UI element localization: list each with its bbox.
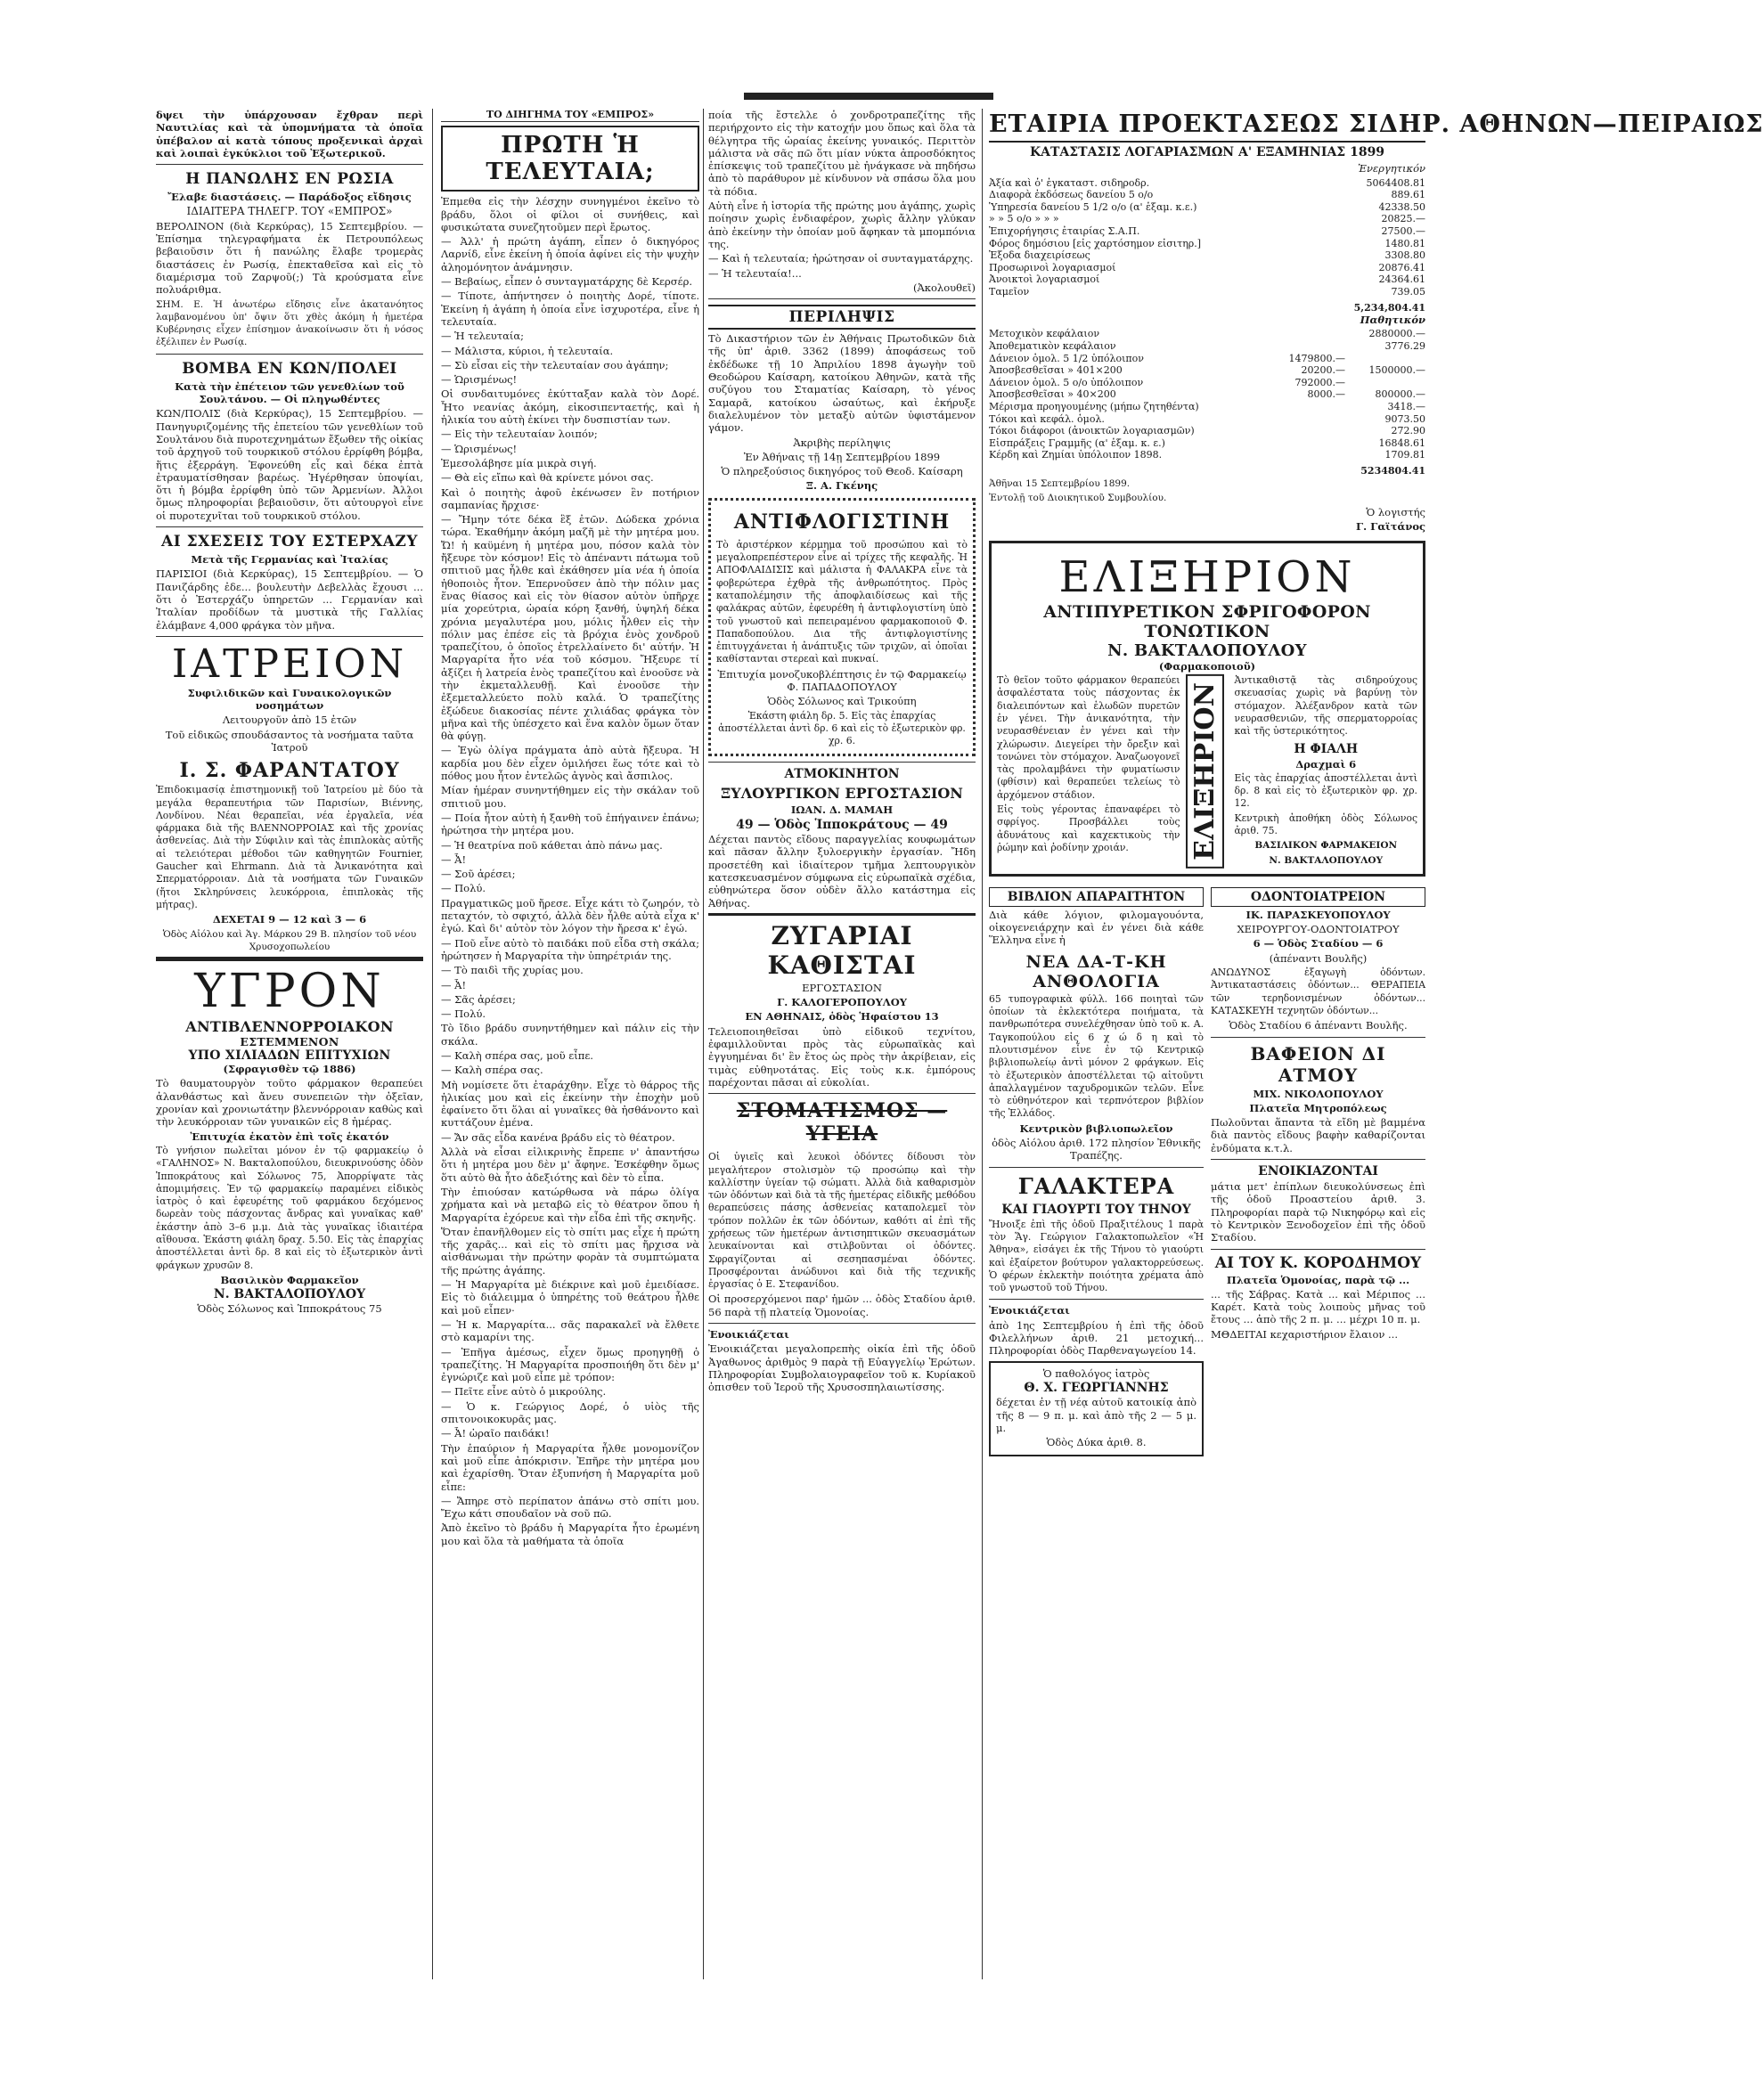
- ad-body: ἀπὸ 1ης Σεπτεμβρίου ἡ ἐπὶ τῆς ὁδοῦ Φιλελλήνων ἀριθ. 21 μετοχική... Πληροφορίαι ὁδὸς Παρθεναγωγείου 14.: [989, 1318, 1204, 1358]
- ad-elixir-text: Τὸ θεῖον τοῦτο φάρμακον θεραπεύει ἀσφαλέστατα τοὺς πάσχοντας ἐκ διαλειπόντων καὶ ἑλωδῶν πυρετῶν ἐν γένει. Τὴν ἀνικανότητα, τὴν νευρασθένειαν ἐν γένει καὶ τὴν χλώρωσιν. Διεγείρει τὴν ὄρεξιν καὶ τονώνει τὸν στόμαχον. Ἀναζωογονεῖ τὰς προλαμβάνει τὴν φυματίωσιν (φθίσιν) καὶ θεραπεύει τελείως τὸ ἀρχόμενον στάδιον.: [997, 674, 1180, 801]
- editor-note: ΣΗΜ. Ε. Ἡ ἀνωτέρω εἴδησις εἶνε ἀκατανόητος λαμβανομένου ὑπ' ὄψιν ὅτι χθὲς ἀκόμη ἡ ἡμετέρα Κυβέρνησις εἶχεν ἐπίσημον ἀνακοίνωσιν ὅτι ἡ νόσος ἐξέλιπεν ἐν Ρωσίᾳ.: [156, 298, 423, 348]
- story-paragraph: — Σὺ εἶσαι εἰς τὴν τελευταίαν σου ἀγάπην;: [441, 358, 669, 371]
- ad-elixir-sub: ΑΝΤΙΠΥΡΕΤΙΚΟΝ ΣΦΡΙΓΟΦΟΡΟΝ ΤΟΝΩΤΙΚΟΝ: [1043, 601, 1371, 641]
- ad-biblion-title: ΒΙΒΛΙΟΝ ΑΠΑΡΑΙΤΗΤΟΝ: [989, 887, 1204, 907]
- ad-pharmacy-owner: Ν. ΒΑΚΤΑΛΟΠΟΥΛΟΥ: [213, 1287, 366, 1302]
- ad-body: 65 τυπογραφικὰ φύλλ. 166 ποιηταὶ τῶν ὁποίων τὰ ἐκλεκτότερα ποιήματα, τὰ πανθρωπότερα συνελέχθησαν ὑπὸ τοῦ κ. Α. Ταγκοπούλου εἰς 6 χ ώ δ η καὶ τὸ πλουτισμένον εἶνε ἐν τῷ Κεντρικῷ βιβλιοπωλείῳ ἀντὶ μόνον 2 φράγκων. Εἰς τὸ ἐξωτερικὸν ἀποστέλλεται τῷ αἰτοῦντι ἀπαλλαγμένον ταχυδρομικῶν τελῶν. Εἶνε τὸ εὐθηνότερον καὶ τερπνότερον βιβλίον τῆς Ἑλλάδος.: [989, 992, 1204, 1120]
- ad-enoik2-title: ΕΝΟΙΚΙΑΖΟΝΤΑΙ: [1258, 1164, 1378, 1179]
- ad-stoma-title: ΣΤΟΜΑΤΙΣΜΟΣ — ΥΓΕΙΑ: [736, 1099, 948, 1146]
- ad-odonto-role: ΧΕΙΡΟΥΡΓΟΥ-ΟΔΟΝΤΟΙΑΤΡΟΥ: [1237, 923, 1400, 936]
- story-paragraph: — Ὡρισμένως!: [441, 373, 518, 387]
- ad-address: Ὁδὸς Σταδίου 6 ἀπέναντι Βουλῆς.: [1229, 1019, 1408, 1032]
- story-paragraph: Τὴν ἐπαύριον ἡ Μαργαρίτα ἦλθε μονομονίζον καὶ μοῦ εἶπε ἀπόκρισιν. Ἐπῆρε τὴν μητέρα μου καὶ ἐχαρίσθη. Ὅταν ἐξυπνήση ἡ Μαργαρίτα μοῦ εἶπε:: [441, 1441, 699, 1493]
- ad-text: Τοῦ εἰδικῶς σπουδάσαντος τὰ νοσήματα ταῦτα Ἰατροῦ: [165, 728, 414, 754]
- ad-body: Τὸ γνήσιον πωλεῖται μόνον ἐν τῷ φαρμακείῳ ὁ «ΓΑΛΗΝΟΣ» Ν. Βακταλοπούλου, διευκρινούσης ὁδὸν Ἱπποκράτους καὶ Σόλωνος 75, Ἀπορρίψατε τὰς ἀπομιμήσεις. Ἐν τῷ φαρμακείῳ παραμένει εἰδικὸς ἰατρὸς ὁ καὶ ἐφευρέτης τοῦ φαρμάκου δεχόμενος δωρεὰν τοὺς πάσχοντας ἄνδρας καὶ γυναῖκας καθ' ἑκάστην ἀπὸ 3–6 μ.μ. Διὰ τὰς γυναῖκας ἰδιαιτέρα αἴθουσα. Ἑκάστη φιάλη δραχ. 5.50. Εἰς τὰς ἐπαρχίας ἀποστέλλεται ἀντὶ δρ. 8 καὶ εἰς τὸ ἐξωτερικὸν ἀντὶ φράγκων χρυσῶν 8.: [156, 1144, 423, 1271]
- article-body: ΒΕΡΟΛΙΝΟΝ (διὰ Κερκύρας), 15 Σεπτεμβρίου. — Ἐπίσημα τηλεγραφήματα ἐκ Πετρουπόλεως βεβαιοῦσιν ὅτι ἡ πανώλης ἔλαβε τρομερὰς διαστάσεις ἐν Ρωσίᾳ, ἐπεκταθεῖσα καὶ εἰς τὸ διαμέρισμα τοῦ Ζαρψοῦ(;) Τὰ κρούσματα εἶνε πολυάριθμα.: [156, 219, 423, 297]
- liabilities-row: Ἀποθεματικὸν κεφάλαιον 3776.29: [989, 340, 1425, 353]
- ad-title-line: ΕΣΤΕΜΜΕΝΟΝ: [240, 1035, 339, 1049]
- ad-owner: ΙΩΑΝ. Δ. ΜΑΜΑΗ: [790, 803, 894, 817]
- story-paragraph: — Ἆ!: [441, 978, 467, 991]
- story-paragraph: — Ποῦ εἶνε αὐτὸ τὸ παιδάκι ποῦ εἶδα στὴ σκάλα; ἠρώτησεν ἡ Μαργαρίτα τὴν ὑπηρέτριάν της.: [441, 936, 699, 962]
- story-paragraph: Μὴ νομίσετε ὅτι ἐταράχθην. Εἶχε τὸ θάρρος τῆς ἡλικίας μου καὶ εἰς ἐκείνην τὴν ἐποχὴν μοῦ ἐφαίνετο ὅτι ὅλαι αἱ γυναῖκες θὰ ἠσθάνοντο καὶ κυττάζουν ἐμένα.: [441, 1078, 699, 1130]
- story-paragraph: Καὶ ὁ ποιητὴς ἀφοῦ ἐκένωσεν ἓν ποτήριον σαμπανίας ἤρχισε·: [441, 485, 699, 511]
- ad-atmo-title: ΑΤΜΟΚΙΝΗΤΟΝ: [784, 767, 900, 782]
- liabilities-row: Δάνειον ὁμολ. 5 ο/ο ὑπόλοιπον 792000.—: [989, 376, 1345, 388]
- ad-text: Λειτουργοῦν ἀπὸ 15 ἐτῶν: [222, 714, 357, 727]
- ad-elixir-text: Κεντρικὴ ἀποθήκη ὁδὸς Σόλωνος ἀριθ. 75.: [1234, 812, 1417, 836]
- story-paragraph: — Ἡ Μαργαρίτα μὲ διέκρινε καὶ μοῦ ἐμειδίασε. Εἰς τὸ διάλειμμα ὁ ὑπηρέτης τοῦ θεάτρου ἦλθε καὶ μοῦ εἶπεν·: [441, 1278, 699, 1317]
- subheadline: Ἔλαβε διαστάσεις. — Παράδοξος εἴδησις: [167, 191, 412, 204]
- ad-body: Τελειοποιηθεῖσαι ὑπὸ εἰδικοῦ τεχνίτου, ἐφαμιλλοῦνται πρὸς τὰς εὐρωπαϊκὰς καὶ ἐγγυημέναι δι' ἓν ἔτος ὡς πρὸς τὴν ἀκρίβειαν, εἰς τιμὰς εὐθηνοτάτας. Εἰς τοὺς κ.κ. ἐμπόρους παρέχονται πᾶσαι αἱ εὐκολίαι.: [708, 1024, 976, 1089]
- liabilities-label: Παθητικόν: [1360, 314, 1425, 327]
- ad-body: δέχεται ἐν τῇ νέᾳ αὐτοῦ κατοικίᾳ ἀπὸ τῆς 8 — 9 π. μ. καὶ ἀπὸ τῆς 2 — 5 μ. μ.: [996, 1396, 1196, 1434]
- assets-table: [989, 177, 1425, 298]
- ad-body: Διὰ κάθε λόγιον, φιλομαγουόντα, οἰκογενειάρχην καὶ ἐν γένει διὰ κάθε Ἕλληνα εἶνε ἡ: [989, 908, 1204, 947]
- assets-label: Ἐνεργητικόν: [1358, 162, 1425, 175]
- story-paragraph: — Ἐγὼ ὀλίγα πράγματα ἀπὸ αὐτὰ ἤξευρα. Ἡ καρδία μου δὲν εἶχεν ὁμιλήσει ἕως τότε καὶ τὸ πόθος μου ἦτον ἐντελῶς ἀγνὸς καὶ ἄσπιλος.: [441, 744, 699, 783]
- accountant-name: Γ. Γαϊτάνος: [1356, 520, 1425, 534]
- ad-body: Τὸ ἀριστέρκον κέρμημα τοῦ προσώπου καὶ τὸ μεγαλοπρεπέστερον εἶνε αἱ τρίχες τῆς κεφαλῆς. Ἡ ΑΠΟΦΛΑΙΔΙΣΙΣ καὶ μάλιστα ἡ ΦΑΛΑΚΡΑ εἶνε τὰ φοβερώτερα ἐχθρὰ τῆς ἀνθρωπότητος. Πρὸς καταπολέμησιν τῆς ἀποφλαιδίσεως καὶ τῆς φαλάκρας αὐτῶν, ἐφευρέθη ἡ ἀντιφλογιστίνη ὑπὸ τοῦ γνωστοῦ καὶ πεπειραμένου φαρμακοποιοῦ Φ. Παπαδοπούλου. Δια τῆς ἀντιφλογιστίνης ἐπιτυγχάνεται ἡ ἀνάπτυξις τῶν τριχῶν, αἱ ὁποῖαι καθίστανται στερεαὶ καὶ πυκναί.: [716, 538, 968, 665]
- ad-elixir: [989, 541, 1425, 877]
- ad-elixir-fiali: Η ΦΙΑΛΗ: [1294, 741, 1359, 756]
- assets-row: Ἀξία καὶ ὁ' ἐγκαταστ. σιδηροδρ. 5064408.81: [989, 176, 1425, 189]
- ad-year: (Σφραγισθὲν τῷ 1886): [223, 1063, 356, 1076]
- ad-street: 49 — Ὁδὸς Ἱπποκράτους — 49: [736, 817, 948, 832]
- assets-row: Φόρος δημόσιου [εἰς χαρτόσημον εἰσιτηρ.] 1480.81: [989, 237, 1425, 249]
- ad-elixir-owner: Ν. ΒΑΚΤΑΛΟΠΟΥΛΟΥ: [1107, 640, 1307, 660]
- subheadline: Κατὰ τὴν ἐπέτειον τῶν γενεθλίων τοῦ Σουλτάνου. — Οἱ πληγωθέντες: [175, 379, 404, 406]
- story-paragraph: — Ὁ κ. Γεώργιος Δορέ, ὁ υἱὸς τῆς σπιτονοικοκυρᾶς μας.: [441, 1399, 699, 1426]
- liabilities-row: Μέρισμα προηγουμένης (μήπω ζητηθέντα) 3418.—: [989, 400, 1425, 412]
- headline-perilipsis: ΠΕΡΙΛΗΨΙΣ: [708, 305, 976, 330]
- ad-body: Τὸ θαυματουργὸν τοῦτο φάρμακον θεραπεύει ἀλανθάστως καὶ ἄνευ συνεπειῶν τὴν ὀξεῖαν, χρονίαν καὶ χρονιωτάτην βλεννόρροιαν καθὼς καὶ τὴν λευκόρροιαν τῶν γυναικῶν εἰς 8 ἡμέρας.: [156, 1077, 423, 1129]
- ad-body: ΑΝΩΔΥΝΟΣ ἐξαγωγὴ ὀδόντων. Ἀντικαταστάσεις ὀδόντων... ΘΕΡΑΠΕΙΑ τῶν τερηδονισμένων ὀδόντων... ΚΑΤΑΣΚΕΥΗ τεχνητῶν ὀδόντων...: [1211, 967, 1425, 1016]
- story-paragraph: ποία τῆς ἔστελλε ὁ χονδροτραπεζίτης τῆς περιήρχοντο εἰς τὴν κατοχήν μου ὅπως καὶ ὅλα τὰ θέλγητρα τῆς ὡραίας ἐκείνης γυναικός. Περιττὸν μάλιστα νὰ σᾶς πῶ ὅτι μίαν νύκτα ἀπροσδόκητος ἐπίσκεψις τοῦ τραπεζίτου μὲ ἠνάγκασε νὰ πηδήσω ἀπὸ τὸ παράθυρον μὲ κίνδυνον νὰ σπάσω ὅλα μου τὰ πόδια.: [708, 109, 976, 198]
- liabilities-row: Μετοχικὸν κεφάλαιον 2880000.—: [989, 328, 1425, 340]
- report-approved: Ἐντολῇ τοῦ Διοικητικοῦ Συμβουλίου.: [989, 492, 1167, 503]
- ad-price: Ἑκάστη φιάλη δρ. 5. Εἰς τὰς ἐπαρχίας ἀποστέλλεται ἀντὶ δρ. 6 καὶ εἰς τὸ ἐξωτερικὸν φρ. χρ. 6.: [718, 709, 966, 747]
- intro-text: δψει τὴν ὑπάρχουσαν ἔχθραν περὶ Ναυτιλίας καὶ τὰ ὑπομνήματα τὰ ὁποῖα ὑπέβαλον αἱ κατὰ τόπους προξενικαὶ ἀρχαὶ καὶ λοιπαὶ ἐγκύκλιοι τοῦ Ἐξωτερικοῦ.: [156, 109, 423, 159]
- ad-body: Ἐπιδοκιμασίᾳ ἐπιστημονικῇ τοῦ Ἰατρείου μὲ δύο τὰ μεγάλα θεραπευτήρια τῶν Παρισίων, Βιέννης, Λονδίνου. Νέαι θεραπεῖαι, νέα ἐργαλεῖα, νέα φάρμακα διὰ τῆς ΒΛΕΝΝΟΡΡΟΙΑΣ καὶ τῆς χρονίας ἀσθενείας. Διὰ τὴν Σύφιλιν καὶ τὰς ἐπιπλοκὰς αὐτῆς αἱ τελειότεραι μέθοδοι τῶν καθηγητῶν Fournier, Gaucher καὶ Ehrmann. Διὰ τὰ Ἀνικανότητα καὶ Σπερματόρροιαν. Διὰ τὰ νοσήματα τῶν Γυναικῶν (ἤτοι Σκληρύνσεις λευκόρροια, ἐπιπλοκὰς τῆς μήτρας).: [156, 784, 423, 910]
- story-paragraph: — Ποία ἦτον αὐτὴ ἡ ξανθὴ τοῦ ἐπήγαινεν ἐπάνω; ἠρώτησα τὴν μητέρα μου.: [441, 811, 699, 837]
- ad-address: ὁδὸς Αἰόλου ἀριθ. 172 πλησίον Ἐθνικῆς Τραπέζης.: [992, 1137, 1201, 1162]
- story-paragraph: — Σοῦ ἀρέσει;: [441, 868, 516, 881]
- ad-ergost-title: ΞΥΛΟΥΡΓΙΚΟΝ ΕΡΓΟΣΤΑΣΙΟΝ: [721, 785, 963, 803]
- story-paragraph: Ὅταν ἐπανῆλθομεν εἰς τὸ σπίτι μας εἶχε ἡ πρώτη τῆς χαρᾶς... καὶ εἰς τὸ σπίτι μας ἤρχισα νὰ αἰσθάνωμαι τὴν πρώτην φορὰν τὰ συμπτώματα τῆς πρώτης ἀγάπης.: [441, 1225, 699, 1277]
- ad-elixir-text: Εἰς τὰς ἐπαρχίας ἀποστέλλεται ἀντὶ δρ. 8 καὶ εἰς τὸ ἐξωτερικὸν φρ. χρ. 12.: [1234, 771, 1417, 810]
- story-paragraph: — Καλὴ σπέρα σας, μοῦ εἶπε.: [441, 1049, 593, 1062]
- liabilities-row: Ἀποσβεσθεῖσαι » 401×200 20200.— 1500000.—: [989, 364, 1425, 377]
- notice-date: Ἐν Ἀθήναις τῇ 14ῃ Σεπτεμβρίου 1899: [743, 450, 941, 463]
- story-paragraph: — Πολύ.: [441, 882, 486, 895]
- liabilities-row: Εἰσπράξεις Γραμμῆς (α' ἑξαμ. κ. ε.) 16848.61: [989, 436, 1425, 449]
- ad-elixir-text: Ἀντικαθιστᾷ τὰς σιδηρούχους σκευασίας χωρὶς νὰ βαρύνῃ τὸν στόμαχον. Ἀλέξανδρον κατὰ τῶν νευρασθενιῶν, τῆς σπερματορροίας καὶ τῆς ὑστερικότητος.: [1234, 674, 1417, 738]
- assets-row: Ἐξοδα διαχειρίσεως 3308.80: [989, 249, 1425, 262]
- assets-row: » » 5 ο/ο » » » 20825.—: [989, 213, 1425, 225]
- headline-sxeseis: ΑΙ ΣΧΕΣΕΙΣ ΤΟΥ ΕΣΤΕΡΧΑΖΥ: [161, 533, 418, 551]
- column-rule: [432, 109, 433, 1979]
- ad-owner: Γ. ΚΑΛΟΓΕΡΟΠΟΥΛΟΥ: [777, 996, 907, 1009]
- story-paragraph: — Τίποτε, ἀπήντησεν ὁ ποιητὴς Δορέ, τίποτε. Ἐκείνη ἡ ἀγάπη ἡ ὁποία εἶνε ἰσχυροτέρα, εἶνε ἡ τελευταία.: [441, 290, 699, 328]
- ad-elixir-title: ΕΛΙΞΗΡΙΟΝ: [1058, 551, 1356, 602]
- ad-gala-sub: ΚΑΙ ΓΙΑΟΥΡΤΙ ΤΟΥ ΤΗΝΟΥ: [1001, 1202, 1191, 1217]
- ad-biblion-book: ΝΕΑ ΔΑ-Τ-ΚΗ ΑΝΘΟΛΟΓΙΑ: [1025, 951, 1167, 991]
- ad-elixir-pharm: Ν. ΒΑΚΤΑΛΟΠΟΥΛΟΥ: [1269, 854, 1384, 866]
- assets-row: Ταμεῖον 739.05: [989, 285, 1425, 298]
- story-paragraph: — Καὶ ἡ τελευταία; ἠρώτησαν οἱ συνταγματάρχης.: [708, 252, 974, 265]
- story-paragraph: Μίαν ἡμέραν συνηντήθημεν εἰς τὴν σκάλαν τοῦ σπιτιοῦ μου.: [441, 784, 699, 810]
- accountant-label: Ὁ λογιστής: [1366, 506, 1425, 519]
- ad-elixir-text: Εἰς τοὺς γέροντας ἐπαναφέρει τὸ σφρίγος. Προσβάλλει τοὺς ἀδυνάτους καὶ καχεκτικοὺς τὴν ῥώμην καὶ ῥοδίνην χροιάν.: [997, 803, 1180, 853]
- ad-owner: ΜΙΧ. ΝΙΚΟΛΟΠΟΥΛΟΥ: [1253, 1087, 1384, 1100]
- story-continued: (Ἀκολουθεῖ): [913, 281, 976, 294]
- story-paragraph: — Μάλιστα, κύριοι, ἡ τελευταία.: [441, 344, 614, 357]
- story-paragraph: — Βεβαίως, εἶπεν ὁ συνταγματάρχης δὲ Κερσέρ.: [441, 275, 693, 289]
- assets-row: Προσωρινοὶ λογαριασμοί 20876.41: [989, 261, 1425, 273]
- ad-body: Οἱ προσερχόμενοι παρ' ἡμῶν ... ὁδὸς Σταδίου ἀριθ. 56 παρὰ τῇ πλατείᾳ Ὁμονοίας.: [708, 1293, 976, 1318]
- ad-elixir-price: Δραχμαὶ 6: [1295, 757, 1357, 771]
- ad-street: ΕΝ ΑΘΗΝΑΙΣ, ὁδὸς Ἡφαίστου 13: [745, 1010, 939, 1024]
- assets-row: Ἀνοικτοὶ λογαριασμοί 24364.61: [989, 273, 1425, 286]
- ad-doctor-name: Θ. Χ. ΓΕΩΡΓΙΑΝΝΗΣ: [1024, 1380, 1169, 1395]
- column-4: [989, 109, 1764, 1979]
- column-rule: [703, 109, 704, 1979]
- liabilities-row: Κέρδη καὶ Ζημίαι ὑπόλοιπον 1898. 1709.81: [989, 449, 1425, 461]
- company-title: ΕΤΑΙΡΙΑ ΠΡΟΕΚΤΑΣΕΩΣ ΣΙΔΗΡ. ΑΘΗΝΩΝ—ΠΕΙΡΑΙΩΣ: [989, 110, 1425, 143]
- story-paragraph: — Θὰ εἰς εἴπω καὶ θὰ κρίνετε μόνοι σας.: [441, 471, 654, 485]
- story-paragraph: Τὴν ἐπιούσαν κατώρθωσα νὰ πάρω ὀλίγα χρήματα καὶ νὰ μεταβῶ εἰς τὸ θέατρον ὅπου ἡ Μαργαρίτα ἐχόρευε καὶ τὴν εἶδα ἐπὶ τῆς σκηνῆς.: [441, 1185, 699, 1224]
- newspaper-page: [156, 89, 1764, 1986]
- story-paragraph: — Ἀλλ' ἡ πρώτη ἀγάπη, εἶπεν ὁ δικηγόρος Λαρνίδ, εἶνε ἐκείνη ἡ ὁποία ἀφίνει εἰς τὴν ψυχὴν ἀληομόνητον ἀνάμνησιν.: [441, 235, 699, 273]
- ad-body: ΜΘΔΕΙΤΑΙ κεχαριστήριον ἔλαιον ...: [1211, 1327, 1398, 1341]
- ad-odonto-title: ΟΔΟΝΤΟΙΑΤΡΕΙΟΝ: [1211, 887, 1425, 907]
- story-title: ΠΡΩΤΗ Ἡ ΤΕΛΕΥΤΑΙΑ;: [486, 132, 655, 186]
- ad-address: Πλατεῖα Μητροπόλεως: [1249, 1101, 1387, 1114]
- story-paragraph: Οἱ συνδαιτυμόνες ἐκύτταξαν καλὰ τὸν Δορέ. Ἦτο νεανίας ἀκόμη, εἰκοσιπενταετής, καὶ ἡ ἡλικία του αὐτὴ ἐκίνει τὴν δυσπιστίαν των.: [441, 387, 699, 427]
- ad-antiflog-title: ΑΝΤΙΦΛΟΓΙΣΤΙΝΗ: [733, 510, 951, 534]
- section-header: ΤΟ ΔΙΗΓΗΜΑ ΤΟΥ «ΕΜΠΡΟΣ»: [441, 109, 699, 122]
- ad-body: Δέχεται παντὸς εἴδους παραγγελίας κουφωμάτων καὶ πᾶσαν ἄλλην ξυλοεργικὴν ἐργασίαν. Ἤδη προσετέθη καὶ ἰδιαίτερον τμῆμα λεπτουργικὸν κατεσκευασμένον σύμφωνα εἰς εὐρωπαϊκὰ σχέδια, εὐθηνώτερα ὅσον οὐδὲν ἄλλο κατάστημα εἰς Ἀθήνας.: [708, 833, 976, 909]
- story-paragraph: — Ἡ κ. Μαργαρίτα... σᾶς παρακαλεῖ νὰ ἔλθετε στὸ καμαρίνι της.: [441, 1317, 699, 1344]
- assets-row: Ὑπηρεσία δανείου 5 1/2 ο/ο (α' ἑξαμ. κ.ε.) 42338.50: [989, 200, 1425, 213]
- ad-bafeion-title: ΒΑΦΕΙΟΝ ΔΙ ΑΤΜΟΥ: [1250, 1042, 1386, 1086]
- story-paragraph: — Ἄπηρε στὸ περίπατον ἀπάνω στὸ σπίτι μου. Ἔχω κάτι σπουδαῖον νὰ σοῦ πῶ.: [441, 1494, 699, 1521]
- ad-elixir-vertical: ΕΛΙΞΗΡΙΟΝ: [1186, 674, 1224, 869]
- liabilities-row: Ἀποσβεσθεῖσαι » 40×200 8000.— 800000.—: [989, 388, 1425, 401]
- ad-body: Οἱ ὑγιεῖς καὶ λευκοὶ ὀδόντες δίδουσι τὸν μεγαλήτερον στολισμὸν τῷ προσώπῳ καὶ τὴν καλλίστην ὑγείαν τῷ σώματι. Ἀλλὰ διὰ καθαρισμὸν τῶν ὀδόντων καὶ διὰ τὰ τῆς ἡμετέρας εἰδικῆς μεθόδου θεραπεύσεις πάσης ἀσθενείας καταπολεμεῖ τὸν τρόπον πολλῶν ἐκ τῶν ὀδόντων, καθότι αἱ ἐπὶ τῆς χρήσεως τῶν ἡμετέρων ἀντισηπτικῶν σκευασμάτων λευκαίνονται καὶ στιλβοῦνται οἱ ὀδόντες. Σφραγίζονται αἱ σεσηπασμέναι ὀδόντες. Προσφέρονται ἀνώδυνοι καὶ διὰ τῆς τεχνικῆς ἐργασίας ὁ Ε. Στεφανίδου.: [708, 1151, 976, 1291]
- story-paragraph: — Ἡ τελευταία;: [441, 330, 525, 343]
- story-paragraph: — Ὡρισμένως!: [441, 442, 518, 455]
- subheadline: Μετὰ τῆς Γερμανίας καὶ Ἰταλίας: [191, 553, 388, 567]
- story-paragraph: — Ἤμην τότε δέκα ἓξ ἐτῶν. Δώδεκα χρόνια τώρα. Ἐκαθήμην ἀκόμη μαζῆ μὲ τὴν μητέρα μου. Ὤ! ἡ καϋμένη ἡ μητέρα μου, πόσον καλὰ τὸν ἤξευρε τὸν κόσμον! Εἰς τὸ ἀπέναντι πάτωμα τοῦ σπιτιοῦ μας ἦλθε καὶ ἐκάθησεν μία νέα ἡ ὁποία ἠθοποιὸς ἦτον. Ἐπερνοῦσεν ἀπὸ τὴν πόλιν μας ἕνας θίασος καὶ εἰς τὸν θίασον αὐτὸν ὑπῆρχε μία χορεύτρια, ὡραία κόρη ξανθή, ὑψηλή δέκα χρόνια μεγαλυτέρα μου, μόλις ἦλθεν εἰς τὴν πόλιν μας ἐπέσε εἰς τὰ βρόχια ἑνὸς χονδροῦ τραπεζίτου, ὁ ὁποῖος ἐτρελλαίνετο δι' αὐτήν. Ἡ Μαργαρίτα ἦτο νέα τοῦ κόσμου. Ἤξευρε τί ἀξίζει ἡ λατρεία ἑνὸς τραπεζίτου καὶ ἐνοοῦσε νὰ τὴν ἐκμεταλλευθῇ. Καὶ ἐνοοῦσε τὴν ἐξεμεταλλεύετο πολὺ καλά. Ὁ τραπεζίτης ἐξώδευε διακοσίας πέντε χιλιάδας φράγκα τὸν μῆνα καὶ τῆς ὑπέσχετο καὶ ἕνα καλὸν ὅμων ὅταν θὰ φύγῃ.: [441, 513, 699, 743]
- ad-odonto-address: 6 — Ὁδὸς Σταδίου — 6: [1253, 937, 1384, 950]
- story-paragraph: Ἀλλὰ νὰ εἶσαι εἰλικρινὴς ἔπρεπε ν' ἀπαντήσω ὅτι ἡ μητέρα μου δὲν μ' ἄφηνε. Ἐσκέφθην ὅμως ὅτι αὐτὸ θὰ ἦτο ἀδεξιότης καὶ δὲν τὸ εἶπα.: [441, 1146, 699, 1184]
- story-paragraph: — Ἄν σᾶς εἶδα κανένα βράδυ εἰς τὸ θέατρον.: [441, 1130, 675, 1144]
- ad-body: Ἐνοικιάζεται μεγαλοπρεπὴς οἰκία ἐπὶ τῆς ὁδοῦ Ἀγαθωνος ἀριθμὸς 9 παρὰ τῇ Εὐαγγελίῳ Ἐρώτων. Πληροφορίαι Συμβολαιογραφεῖον τοῦ κ. Κυρίακοῦ ὀπισθεν τοῦ Ἱεροῦ τῆς Χρυσοσπηλαιωτίσσης.: [708, 1342, 976, 1394]
- ad-address: Πλατεῖα Ὁμονοίας, παρὰ τῷ ...: [1226, 1273, 1410, 1286]
- notice-close: Ἀκριβὴς περίληψις: [793, 436, 891, 449]
- headline-panolis: Η ΠΑΝΩΛΗΣ ΕΝ ΡΩΣΙΑ: [185, 170, 394, 189]
- ad-doctor-name: Ι. Σ. ΦΑΡΑΝΤΑΤΟΥ: [179, 759, 400, 783]
- story-paragraph: Ἐπμεθα εἰς τὴν λέσχην συνηγμένοι ἐκεῖνο τὸ βράδυ, ὅλοι οἱ φίλοι οἱ συνήθεις, καὶ φυσικώτατα συνεζητοῦμεν περὶ ἔρωτος.: [441, 195, 699, 233]
- story-paragraph: Τὸ ἴδιο βράδυ συνηντήθημεν καὶ πάλιν εἰς τὴν σκάλα.: [441, 1022, 699, 1048]
- story-paragraph: Ἀπὸ ἐκεῖνο τὸ βράδυ ἡ Μαργαρίτα ἦτο ἐρωμένη μου καὶ ὅλα τὰ μαθήματα τὰ ὁποῖα: [441, 1521, 699, 1547]
- notice-lawyer: Ὁ πληρεξούσιος δικηγόρος τοῦ Θεοδ. Καίσαρη: [721, 465, 963, 478]
- assets-total: 5,234,804.41: [1353, 301, 1425, 314]
- ad-odonto-sub: (ἀπέναντι Βουλῆς): [1269, 951, 1368, 965]
- ad-title-line: ΥΠΟ ΧΙΛΙΑΔΩΝ ΕΠΙΤΥΧΙΩΝ: [188, 1048, 391, 1064]
- story-paragraph: — Πεῖτε εἶνε αὐτὸ ὁ μικρούλης.: [441, 1385, 607, 1399]
- article-body: ΠΑΡΙΣΙΟΙ (διὰ Κερκύρας), 15 Σεπτεμβρίου. — Ὁ Πανιζάρδης ἐδε... βουλευτὴν Δεβελλὰς ἔχουσι ... ὅτι ὁ Ἐστερχάζυ ὑπηρετῶν ... Γερμανίαν καὶ Ἰταλίαν προδίδων τὰ μυστικὰ τῆς Γαλλίας ἐλάμβανε 4,000 φράγκα τὸν μῆνα.: [156, 567, 423, 632]
- ad-odonto-name: ΙΚ. ΠΑΡΑΣΚΕΥΟΠΟΥΛΟΥ: [1245, 908, 1391, 921]
- assets-row: Ἐπιχορήγησις ἐταιρίας Σ.Α.Π. 27500.—: [989, 224, 1425, 237]
- ad-enoik-title: Ἐνοικιάζεται: [708, 1328, 789, 1342]
- column-rule: [982, 109, 983, 1979]
- notice-signature: Ξ. Α. Γκένης: [805, 479, 878, 493]
- liabilities-row: Τόκοι καὶ κεφάλ. ὁμολ. 9073.50: [989, 412, 1425, 425]
- column-2: [441, 109, 699, 1979]
- story-paragraph: — Ἐπῆγα ἀμέσως, εἶχεν ὅμως προηγηθῇ ὁ τραπεζίτης. Ἡ Μαργαρίτα προσποιήθη ὅτι δὲν μ' ἐγνώριζε καὶ μοῦ εἶπε μὲ τρόπον:: [441, 1345, 699, 1384]
- ad-body: ... τῆς Σάβρας. Κατὰ ... καὶ Μέριπος ... Καρέτ. Κατὰ τοὺς λοιποὺς μῆνας τοῦ ἔτους ... ἀπὸ τῆς 2 π. μ. ... μέχρι 10 π. μ.: [1211, 1287, 1425, 1326]
- story-paragraph: — Ἡ τελευταία!...: [708, 266, 802, 280]
- ad-highlight: Ἐπιτυχία ἑκατὸν ἐπὶ τοῖς ἑκατόν: [190, 1130, 389, 1143]
- story-paragraph: — Σᾶς ἀρέσει;: [441, 992, 516, 1006]
- page-header-ornament: [744, 89, 993, 103]
- column-1: [156, 109, 423, 1979]
- ad-address: Ὁδὸς Αἰόλου καὶ Ἁγ. Μάρκου 29 Β. πλησίον τοῦ νέου Χρυσοχοπωλείου: [162, 928, 417, 952]
- story-paragraph: Ἐμεσολάβησε μία μικρὰ σιγή.: [441, 456, 597, 469]
- ad-zygaria-title: ΖΥΓΑΡΙΑΙ ΚΑΘΙΣΤΑΙ: [767, 920, 917, 980]
- story-paragraph: — Ἆ! ὡραῖο παιδάκι!: [441, 1427, 550, 1440]
- notice-body: Τὸ Δικαστήριον τῶν ἐν Ἀθήναις Πρωτοδικῶν διὰ τῆς ὑπ' ἀριθ. 3362 (1899) ἀποφάσεως τοῦ ἐκδέδωκε τῇ 10 Ἀπριλίου 1898 ἀγωγὴν τοῦ Θεοδώρου Καίσαρη, κατοίκου Ἀθηνῶν, κατὰ τῆς συζύγου του Σταματίας Καίσαρη, τὸ γένος Σαμαρᾶ, κατοίκου ὡσαύτως, καὶ ἐκήρυξε διαλελυμένον τὸν μεταξὺ αὐτῶν ὑφιστάμενον γάμον.: [708, 332, 976, 435]
- ad-elixir-pharm: ΒΑΣΙΛΙΚΟΝ ΦΑΡΜΑΚΕΙΟΝ: [1254, 840, 1398, 852]
- ad-body: Ἤνοιξε ἐπὶ τῆς ὁδοῦ Πραξιτέλους 1 παρὰ τὸν Ἅγ. Γεώργιον Γαλακτοπωλεῖον «Ἡ Ἀθηνα», εἰσάγει ἐκ τῆς Τήνου τὸ γιαούρτι καὶ ἐξαίρετον βούτυρον γαλακτορρεύσεως. Ὁ φέρων ἐκλεκτὴν ποιότητα χρέματα ἀπὸ τοῦ γνωστοῦ τοῦ Τήνου.: [989, 1218, 1204, 1294]
- ad-elixir-role: (Φαρμακοποιοῦ): [1158, 659, 1256, 673]
- ad-address: Ὁδὸς Δύκα ἀριθ. 8.: [1046, 1436, 1147, 1449]
- ad-body: Πωλοῦνται ἅπαντα τὰ εἴδη μὲ βαμμένα διὰ παντὸς εἴδους βαφὴν καθαρίζονται ἐνδύματα κ.τ.λ.: [1211, 1116, 1425, 1154]
- ad-title-line: ΑΝΤΙΒΛΕΝΝΟΡΡΟΙΑΚΟΝ: [185, 1018, 394, 1036]
- story-paragraph: — Πολύ.: [441, 1007, 486, 1021]
- ad-iatreion-title: ΙΑΤΡΕΙΟΝ: [171, 640, 408, 687]
- ad-body: μάτια μετ' ἐπίπλων διευκολύνσεως ἐπὶ τῆς ὁδοῦ Προαστείου ἀριθ. 3. Πληροφορίαι παρὰ τῷ Νικηφόρῳ καὶ εἰς τὸ Κεντρικὸν Ξενοδοχεῖον ἐπὶ τῆς ὁδοῦ Σταδίου.: [1211, 1180, 1425, 1244]
- report-title: ΚΑΤΑΣΤΑΣΙΣ ΛΟΓΑΡΙΑΣΜΩΝ Α' ΕΞΑΜΗΝΙΑΣ 1899: [1029, 145, 1385, 159]
- report-date: Ἀθῆναι 15 Σεπτεμβρίου 1899.: [989, 477, 1131, 489]
- ad-store: Κεντρικὸν βιβλιοπωλεῖον: [1019, 1122, 1173, 1135]
- story-paragraph: — Ἡ θεατρίνα ποῦ κάθεται ἀπὸ πάνω μας.: [441, 838, 663, 852]
- story-paragraph: — Εἰς τὴν τελευταίαν λοιπόν;: [441, 428, 598, 441]
- story-paragraph: — Ἆ!: [441, 852, 467, 866]
- liabilities-row: Δάνειον ὁμολ. 5 1/2 ὑπόλοιπον 1479800.—: [989, 352, 1345, 364]
- ad-text: Ἐπιτυχία μονοζυκοβλέπτησις ἐν τῷ Φαρμακείῳ Φ. ΠΑΠΑΔΟΠΟΥΛΟΥ: [717, 667, 967, 693]
- liabilities-total: 5234804.41: [1360, 464, 1425, 477]
- liabilities-table: [989, 328, 1425, 461]
- ad-text: ΕΡΓΟΣΤΑΣΙΟΝ: [802, 981, 882, 994]
- ad-subtitle: Συφιλιδικῶν καὶ Γυναικολογικῶν νοσημάτων: [187, 686, 392, 713]
- dateline-source: ΙΔΙΑΙΤΕΡΑ ΤΗΛΕΓΡ. ΤΟΥ «ΕΜΠΡΟΣ»: [186, 205, 393, 218]
- ad-hours: ΔΕΧΕΤΑΙ 9 — 12 καὶ 3 — 6: [212, 913, 367, 926]
- ad-enoik-title: Ἐνοικιάζεται: [989, 1304, 1070, 1317]
- story-paragraph: Αὐτὴ εἶνε ἡ ἱστορία τῆς πρώτης μου ἀγάπης, χωρὶς ποίησιν χωρὶς ἐνδιαφέρον, χωρὶς ἄλλην γλύκαν ἀπὸ ἐκείνην τὴν ὁποίαν μοῦ ἄφηκαν τὰ μπομπόνια της.: [708, 200, 976, 250]
- liabilities-row: Τόκοι διάφοροι (ἀνοικτῶν λογαριασμῶν) 272.90: [989, 425, 1425, 437]
- ad-doctor-label: Ὁ παθολόγος ἰατρὸς: [1042, 1366, 1150, 1380]
- ad-gala-title: ΓΑΛΑΚΤΕΡΑ: [1017, 1172, 1175, 1199]
- headline-bomba: ΒΟΜΒΑ ΕΝ ΚΩΝ/ΠΟΛΕΙ: [182, 359, 397, 378]
- ad-ygron-title: ΥΓΡΟΝ: [194, 965, 385, 1019]
- ad-pharmacy-address: Ὁδὸς Σόλωνος καὶ Ἱπποκράτους 75: [197, 1302, 382, 1316]
- ad-pharmacy: Βασιλικὸν Φαρμακεῖον: [220, 1273, 359, 1286]
- column-3: [708, 109, 976, 1979]
- story-paragraph: — Καλὴ σπέρα σας.: [441, 1064, 543, 1077]
- article-body: ΚΩΝ/ΠΟΛΙΣ (διὰ Κερκύρας), 15 Σεπτεμβρίου. — Πανηγυριζομένης τῆς ἐπετείου τῶν γενεθλίων τοῦ Σουλτάνου διὰ πυροτεχνημάτων ἔξωθεν τῆς οἰκίας τοῦ ἀρχηγοῦ τοῦ τουρκικοῦ στόλου ἐρρίφθη βόμβα, ἥτις ἐξερράγη. Ἐφονεύθη εἷς καὶ δέκα ἐπτὰ ἐτραυματίσθησαν βαρέως. Ἠγέρθησαν ὑποψίαι, ὅτι ἡ βόμβα ἐρρίφθη ὑπὸ τῶν Ἀρμενίων. Ἀλλοι ὅμως πληροφορίαι βεβαιοῦσιν, ὅτι αὐτουργοὶ εἶνε οἱ πυροτεχνῖται τοῦ τουρκικοῦ στόλου.: [156, 407, 423, 522]
- ad-address: Ὁδὸς Σόλωνος καὶ Τρικούπη: [767, 695, 917, 708]
- assets-row: Διαφορὰ ἐκδόσεως δανείου 5 ο/ο 889.61: [989, 189, 1425, 201]
- story-paragraph: — Τὸ παιδὶ τῆς χυρίας μου.: [441, 964, 584, 977]
- ad-korais-title: ΑΙ ΤΟΥ Κ. ΚΟΡΟΔΗΜΟΥ: [1214, 1253, 1422, 1272]
- story-paragraph: Πραγματικῶς μοῦ ἤρεσε. Εἶχε κάτι τὸ ζωηρόν, τὸ πεταχτόν, τὸ σφιχτό, ἀλλὰ δὲν ἦλθε αὐτὰ εἶχα κ' ἐγώ. Καὶ δι' αὐτὸν τὸν λόγον τὴν ἤρεσα κ' ἐγώ.: [441, 896, 699, 935]
